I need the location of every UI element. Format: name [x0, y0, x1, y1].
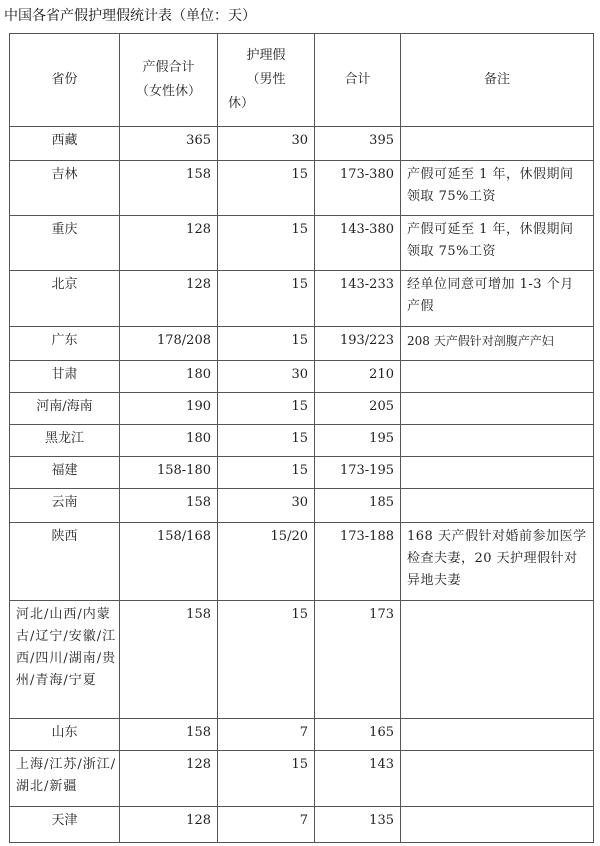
cell-note: 168 天产假针对婚前参加医学检查夫妻，20 天护理假针对异地夫妻 [401, 523, 594, 601]
cell-paternity: 15 [218, 393, 315, 425]
cell-maternity: 128 [120, 271, 218, 327]
cell-note [401, 425, 594, 457]
cell-maternity: 128 [120, 216, 218, 271]
cell-province: 西藏 [10, 127, 120, 161]
table-row [10, 489, 594, 523]
cell-paternity: 15 [218, 271, 315, 327]
table-row [10, 161, 594, 216]
cell-province: 河南/海南 [10, 393, 120, 425]
cell-note [401, 457, 594, 489]
header-paternity-line2: （男性 [246, 72, 286, 87]
cell-total: 135 [315, 807, 401, 843]
cell-note [401, 807, 594, 843]
cell-province: 福建 [10, 457, 120, 489]
cell-maternity: 158 [120, 601, 218, 719]
cell-paternity: 15/20 [218, 523, 315, 601]
cell-note [401, 601, 594, 719]
cell-total: 173-195 [315, 457, 401, 489]
header-total: 合计 [315, 34, 401, 127]
cell-province: 黑龙江 [10, 425, 120, 457]
table-row [10, 425, 594, 457]
cell-paternity: 15 [218, 751, 315, 807]
cell-paternity: 15 [218, 601, 315, 719]
table-row [10, 361, 594, 393]
cell-paternity: 15 [218, 327, 315, 361]
cell-note [401, 719, 594, 751]
cell-paternity: 30 [218, 489, 315, 523]
cell-paternity: 15 [218, 425, 315, 457]
cell-province: 天津 [10, 807, 120, 843]
table-row [10, 807, 594, 843]
table-row [10, 719, 594, 751]
table-row [10, 271, 594, 327]
cell-province: 北京 [10, 271, 120, 327]
cell-province: 甘肃 [10, 361, 120, 393]
cell-maternity: 158 [120, 719, 218, 751]
table-row [10, 393, 594, 425]
cell-total: 210 [315, 361, 401, 393]
cell-maternity: 180 [120, 425, 218, 457]
cell-maternity: 158/168 [120, 523, 218, 601]
cell-paternity: 15 [218, 161, 315, 216]
cell-maternity: 365 [120, 127, 218, 161]
cell-paternity: 15 [218, 216, 315, 271]
cell-maternity: 158 [120, 161, 218, 216]
cell-paternity: 7 [218, 719, 315, 751]
cell-note [401, 393, 594, 425]
header-maternity-line2: （女性休） [135, 84, 201, 99]
cell-maternity: 158-180 [120, 457, 218, 489]
cell-province: 广东 [10, 327, 120, 361]
cell-paternity: 7 [218, 807, 315, 843]
page-title: 中国各省产假护理假统计表（单位：天） [4, 8, 256, 24]
cell-province: 上海/江苏/浙江/湖北/新疆 [10, 751, 120, 807]
cell-province: 云南 [10, 489, 120, 523]
cell-maternity: 178/208 [120, 327, 218, 361]
header-maternity [120, 34, 218, 127]
cell-province: 重庆 [10, 216, 120, 271]
cell-total: 165 [315, 719, 401, 751]
header-province: 省份 [10, 34, 120, 127]
header-note: 备注 [401, 34, 594, 127]
cell-note [401, 751, 594, 807]
table-row [10, 127, 594, 161]
table-row [10, 523, 594, 601]
cell-paternity: 15 [218, 457, 315, 489]
cell-maternity: 128 [120, 807, 218, 843]
cell-total: 195 [315, 425, 401, 457]
header-paternity-line1: 护理假 [246, 48, 286, 63]
cell-total: 143-380 [315, 216, 401, 271]
leave-table [9, 33, 594, 843]
cell-province: 山东 [10, 719, 120, 751]
cell-total: 185 [315, 489, 401, 523]
table-row [10, 327, 594, 361]
cell-note: 208 天产假针对剖腹产产妇 [401, 327, 594, 361]
cell-total: 143 [315, 751, 401, 807]
cell-total: 173-380 [315, 161, 401, 216]
cell-note: 经单位同意可增加 1-3 个月产假 [401, 271, 594, 327]
table-row [10, 751, 594, 807]
cell-maternity: 158 [120, 489, 218, 523]
cell-total: 173 [315, 601, 401, 719]
cell-note: 产假可延至 1 年，休假期间领取 75%工资 [401, 161, 594, 216]
cell-total: 143-233 [315, 271, 401, 327]
table-row [10, 216, 594, 271]
cell-note [401, 361, 594, 393]
cell-paternity: 30 [218, 127, 315, 161]
cell-maternity: 128 [120, 751, 218, 807]
table-row [10, 457, 594, 489]
header-row [10, 34, 594, 127]
cell-total: 205 [315, 393, 401, 425]
cell-note [401, 127, 594, 161]
table-row [10, 601, 594, 719]
header-maternity-line1: 产假合计 [142, 60, 195, 75]
cell-total: 193/223 [315, 327, 401, 361]
cell-paternity: 30 [218, 361, 315, 393]
cell-province: 陕西 [10, 523, 120, 601]
cell-maternity: 190 [120, 393, 218, 425]
cell-note [401, 489, 594, 523]
header-paternity [218, 34, 315, 127]
header-paternity-line3: 休） [228, 96, 255, 111]
cell-maternity: 180 [120, 361, 218, 393]
cell-note: 产假可延至 1 年，休假期间领取 75%工资 [401, 216, 594, 271]
cell-province: 吉林 [10, 161, 120, 216]
cell-province: 河北/山西/内蒙古/辽宁/安徽/江西/四川/湖南/贵州/青海/宁夏 [10, 601, 120, 719]
cell-total: 173-188 [315, 523, 401, 601]
cell-total: 395 [315, 127, 401, 161]
